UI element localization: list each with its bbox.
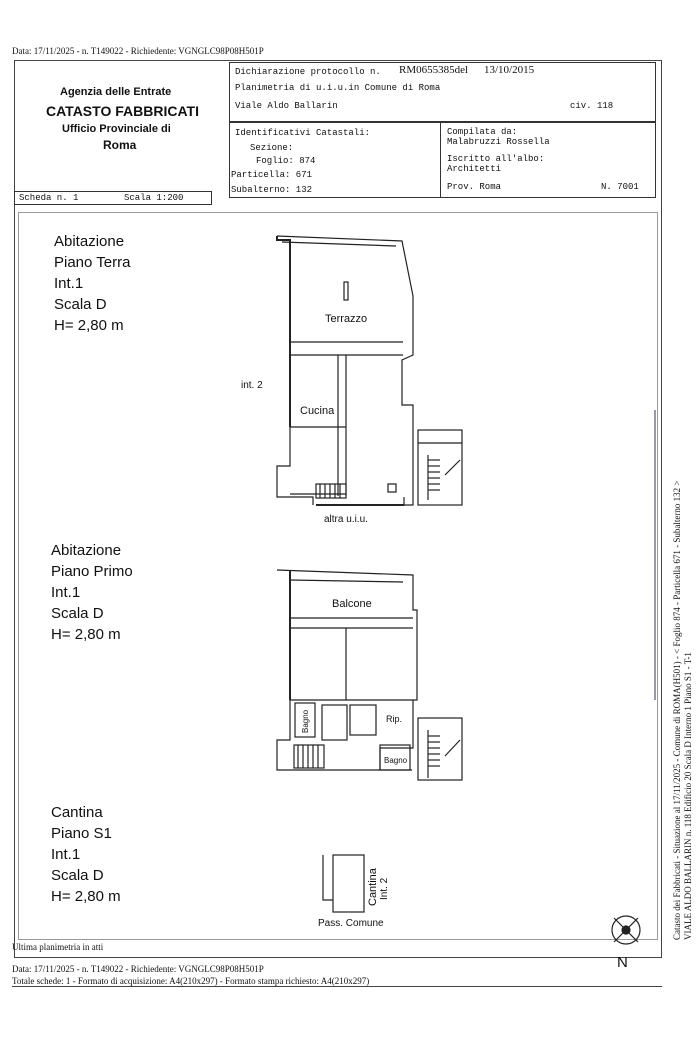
- street-name: Viale Aldo Ballarin: [235, 101, 338, 111]
- foglio-field: Foglio: 874: [256, 156, 316, 166]
- ground-floor-plan: [277, 236, 462, 505]
- room-label-int2: int. 2: [241, 380, 263, 391]
- legend-line: Abitazione: [54, 233, 125, 250]
- last-plan-note: Ultima planimetria in atti: [12, 942, 104, 952]
- register-number: N. 7001: [601, 182, 639, 192]
- legend-line: Scala D: [51, 605, 104, 622]
- footer-totals: Totale schede: 1 - Formato di acquisizione: A4(210x297) - Formato stampa richiesto: A4(210x297): [12, 976, 370, 986]
- albo-value: Architetti: [447, 164, 502, 174]
- civic-number: civ. 118: [570, 101, 614, 111]
- scheda-scale: Scala 1:200: [124, 193, 184, 203]
- legend-line: Piano Primo: [51, 563, 133, 580]
- room-label-altra-uiu: altra u.i.u.: [324, 514, 368, 525]
- identifiers-title: Identificativi Catastali:: [235, 128, 371, 138]
- room-label-cantina: Cantina: [367, 868, 379, 906]
- legend-line: Abitazione: [51, 542, 122, 559]
- albo-label: Iscritto all'albo:: [447, 154, 545, 164]
- compiled-name: Malabruzzi Rossella: [447, 137, 550, 147]
- catasto-title: CATASTO FABBRICATI: [46, 103, 199, 119]
- legend-line: Int.1: [54, 275, 84, 292]
- legend-line: H= 2,80 m: [51, 888, 121, 905]
- legend-line: H= 2,80 m: [54, 317, 124, 334]
- side-address-info: VIALE ALDO BALLARIN n. 118 Edificio 20 Scala D Interno 1 Piano S1 - T-1: [683, 652, 693, 940]
- side-cadastral-info: Catasto dei Fabbricati - Situazione al 17/11/2025 - Comune di ROMA(H501) - < Foglio 874 - Particella 671 - Subalterno 132 >: [672, 480, 682, 940]
- protocol-number: RM0655385del: [399, 64, 469, 76]
- protocol-date: 13/10/2015: [484, 64, 535, 76]
- room-label-ripostiglio: Rip.: [386, 714, 403, 724]
- province: Prov. Roma: [447, 182, 502, 192]
- compiled-label: Compilata da:: [447, 127, 518, 137]
- legend-line: Int.1: [51, 584, 81, 601]
- room-label-cantina-int: Int. 2: [379, 877, 390, 900]
- particella-field: Particella: 671: [231, 170, 313, 180]
- north-compass: [612, 916, 640, 944]
- legend-line: H= 2,80 m: [51, 626, 121, 643]
- room-label-bagno-1: Bagno: [301, 709, 310, 733]
- office-line: Ufficio Provinciale di: [62, 123, 171, 135]
- legend-line: Scala D: [54, 296, 107, 313]
- legend-line: Scala D: [51, 867, 104, 884]
- legend-line: Piano Terra: [54, 254, 131, 271]
- scheda-number: Scheda n. 1: [19, 193, 79, 203]
- office-city: Roma: [103, 138, 137, 152]
- legend-line: Cantina: [51, 804, 103, 821]
- footer-divider: [12, 986, 662, 987]
- protocol-label: Dichiarazione protocollo n.: [235, 67, 381, 77]
- plan-of-line: Planimetria di u.i.u.in Comune di Roma: [235, 83, 441, 93]
- subalterno-field: Subalterno: 132: [231, 185, 313, 195]
- agency-name: Agenzia delle Entrate: [60, 86, 172, 98]
- footer-request-info: Data: 17/11/2025 - n. T149022 - Richiedente: VGNGLC98P08H501P: [12, 964, 264, 974]
- cantina-plan: [323, 855, 364, 912]
- sezione-field: Sezione:: [250, 143, 294, 153]
- room-label-cucina: Cucina: [300, 405, 335, 417]
- legend-line: Int.1: [51, 846, 81, 863]
- north-label: N: [617, 954, 628, 971]
- room-label-pass-comune: Pass. Comune: [318, 918, 384, 929]
- room-label-terrazzo: Terrazzo: [325, 313, 368, 325]
- room-label-bagno-2: Bagno: [384, 756, 408, 765]
- room-label-balcone: Balcone: [332, 598, 372, 610]
- legend-line: Piano S1: [51, 825, 112, 842]
- request-info: Data: 17/11/2025 - n. T149022 - Richiedente: VGNGLC98P08H501P: [12, 46, 264, 56]
